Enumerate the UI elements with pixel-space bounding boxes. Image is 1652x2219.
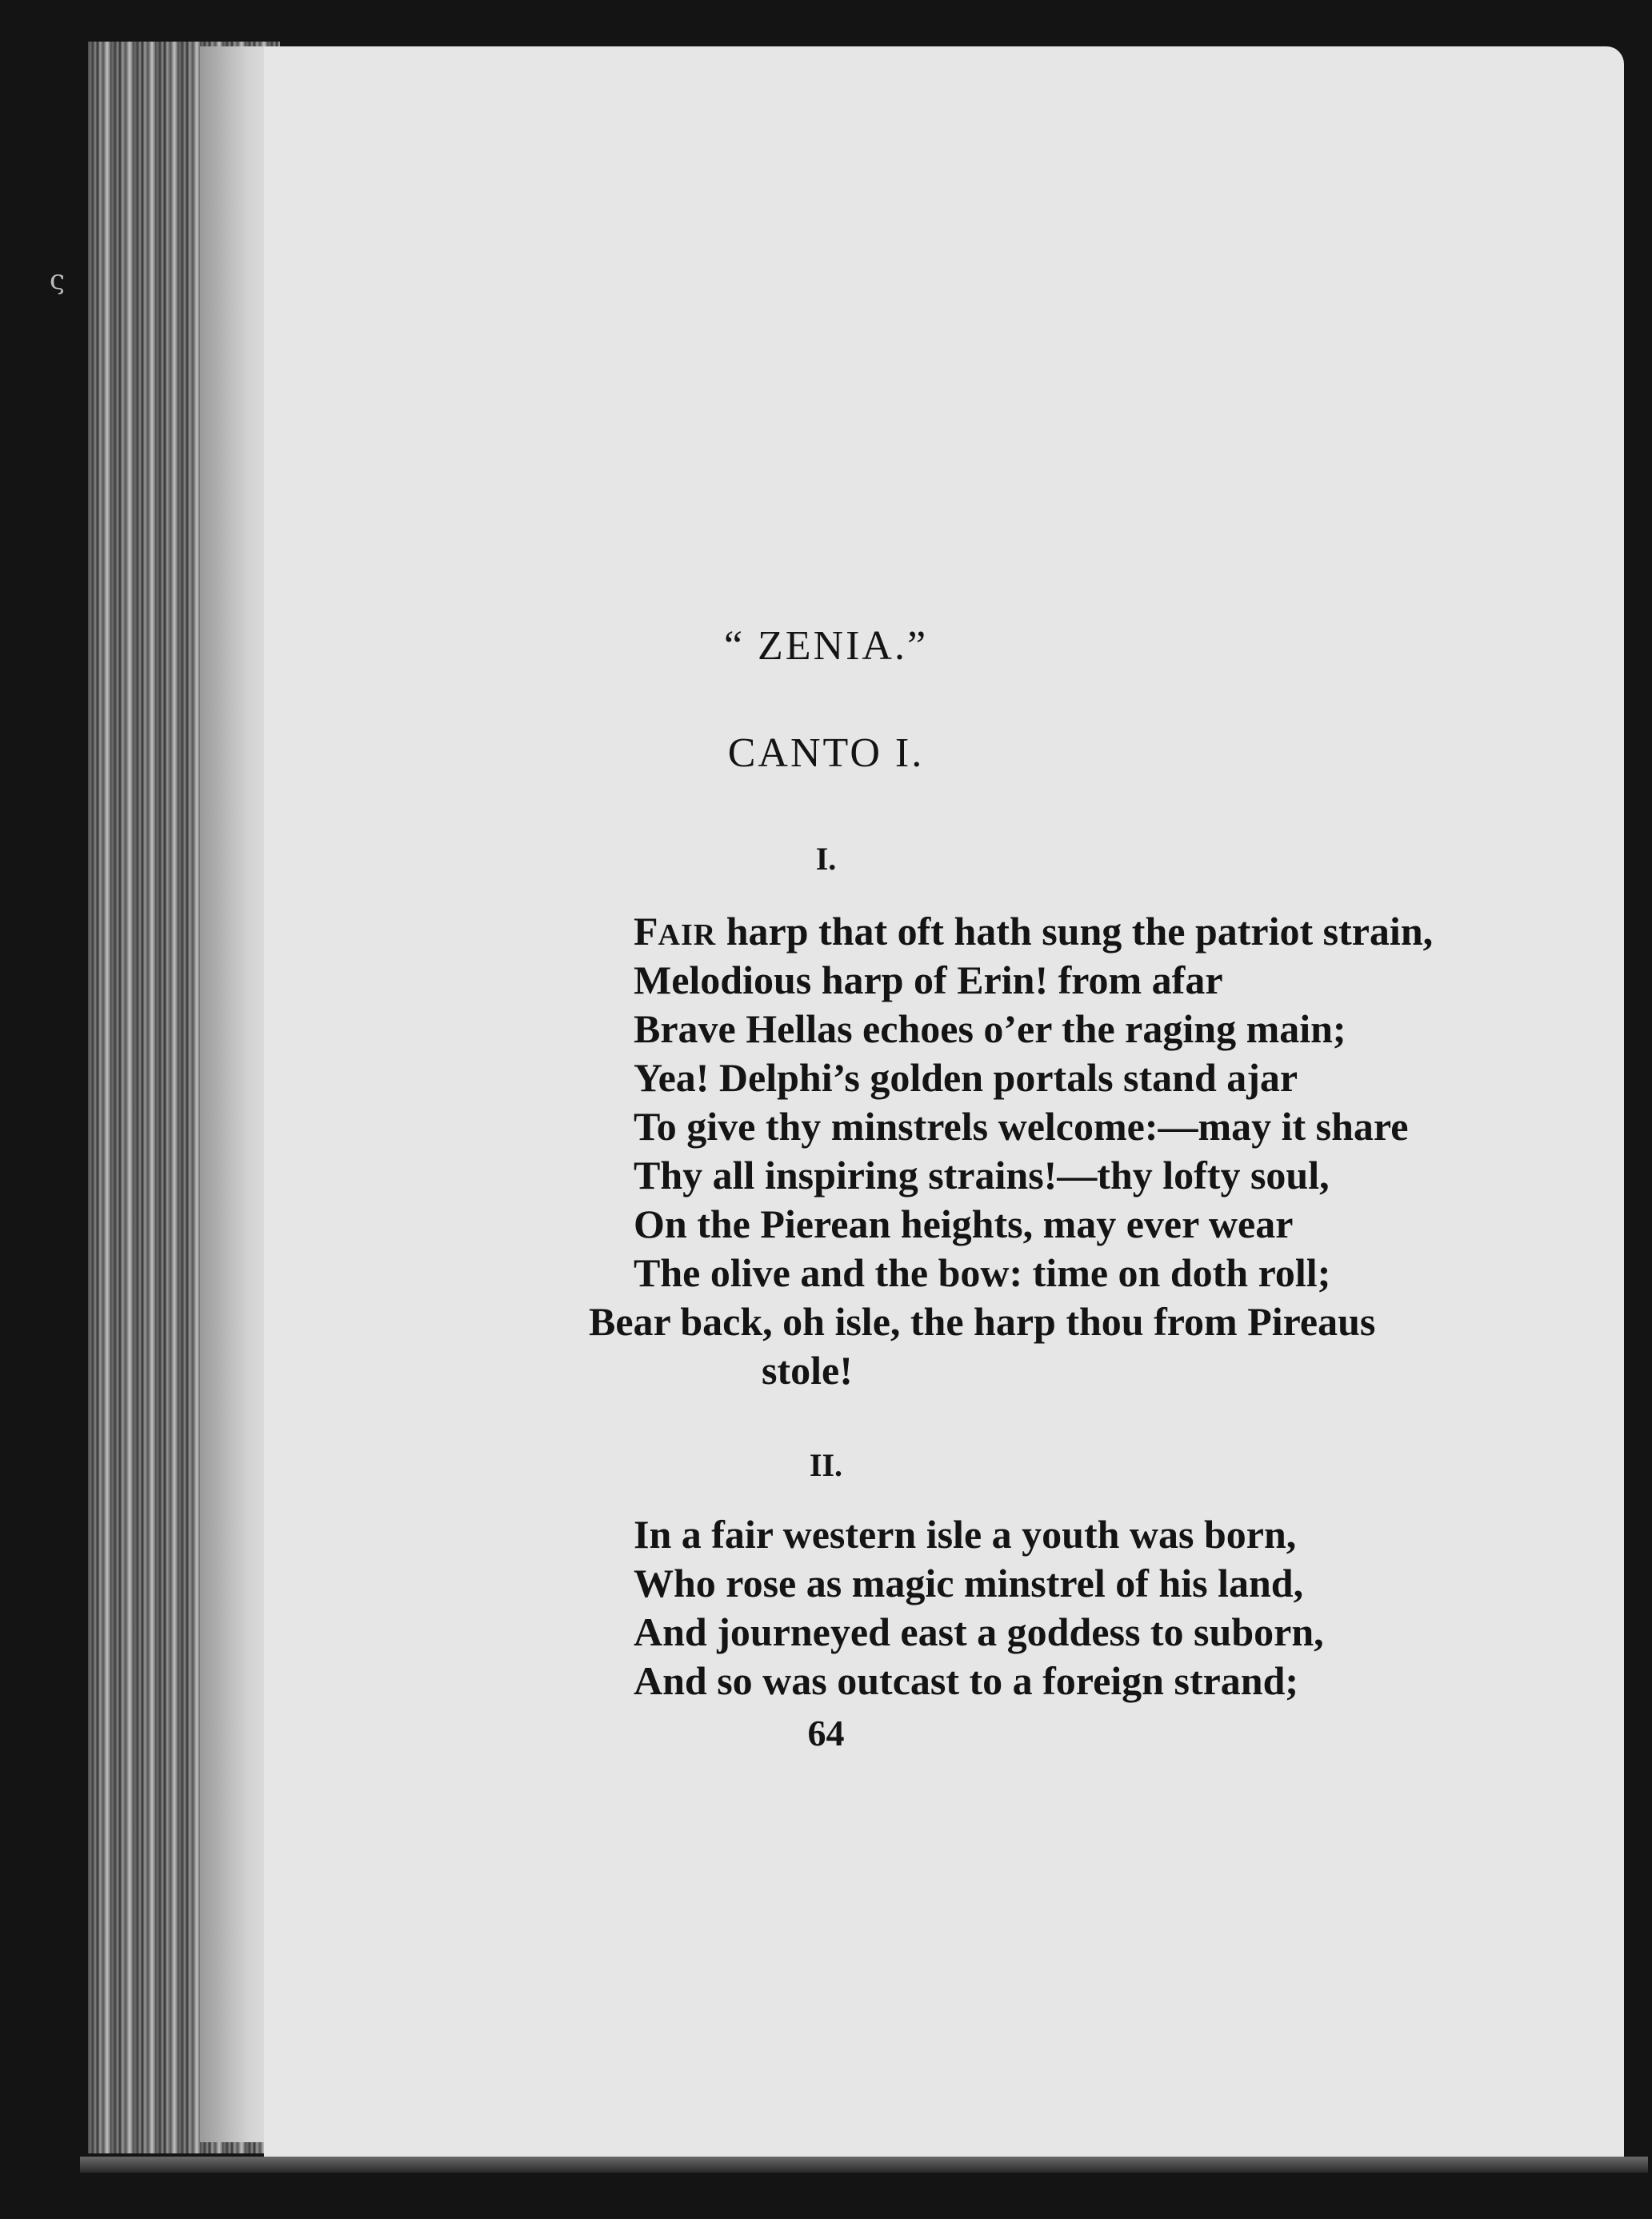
verse-line-continuation: stole! — [762, 1348, 853, 1393]
verse-line: Thy all inspiring strains!—thy lofty soul, — [634, 1153, 1330, 1197]
verse-line: Who rose as magic minstrel of his land, — [634, 1561, 1304, 1605]
verse-line: Yea! Delphi’s golden portals stand ajar — [634, 1055, 1298, 1100]
verse-line: The olive and the bow: time on doth roll; — [634, 1250, 1331, 1295]
margin-mark: ς — [50, 264, 66, 296]
book-bottom-edge — [80, 2157, 1648, 2173]
verse-line: To give thy minstrels welcome:—may it share — [634, 1104, 1409, 1149]
stanza-number: II. — [809, 1447, 843, 1483]
verse-line: And so was outcast to a foreign strand; — [634, 1658, 1299, 1703]
page-number: 64 — [807, 1713, 845, 1753]
verse-line: Bear back, oh isle, the harp thou from Pireaus — [589, 1299, 1376, 1344]
poem-title: “ ZENIA.” — [723, 623, 929, 669]
verse-line: In a fair western isle a youth was born, — [634, 1512, 1297, 1557]
small-caps-word: AIR — [658, 918, 717, 952]
verse-line: Melodious harp of Erin! from afar — [634, 958, 1223, 1002]
drop-capital: F — [634, 909, 658, 954]
verse-line: FAIR harp that oft hath sung the patriot strain, — [634, 909, 1434, 954]
stanza-number: I. — [815, 841, 837, 877]
canto-heading: CANTO I. — [727, 730, 925, 776]
verse-line: And journeyed east a goddess to suborn, — [634, 1609, 1324, 1654]
verse-line: On the Pierean heights, may ever wear — [634, 1201, 1294, 1246]
verse-line: Brave Hellas echoes o’er the raging main; — [634, 1006, 1346, 1051]
